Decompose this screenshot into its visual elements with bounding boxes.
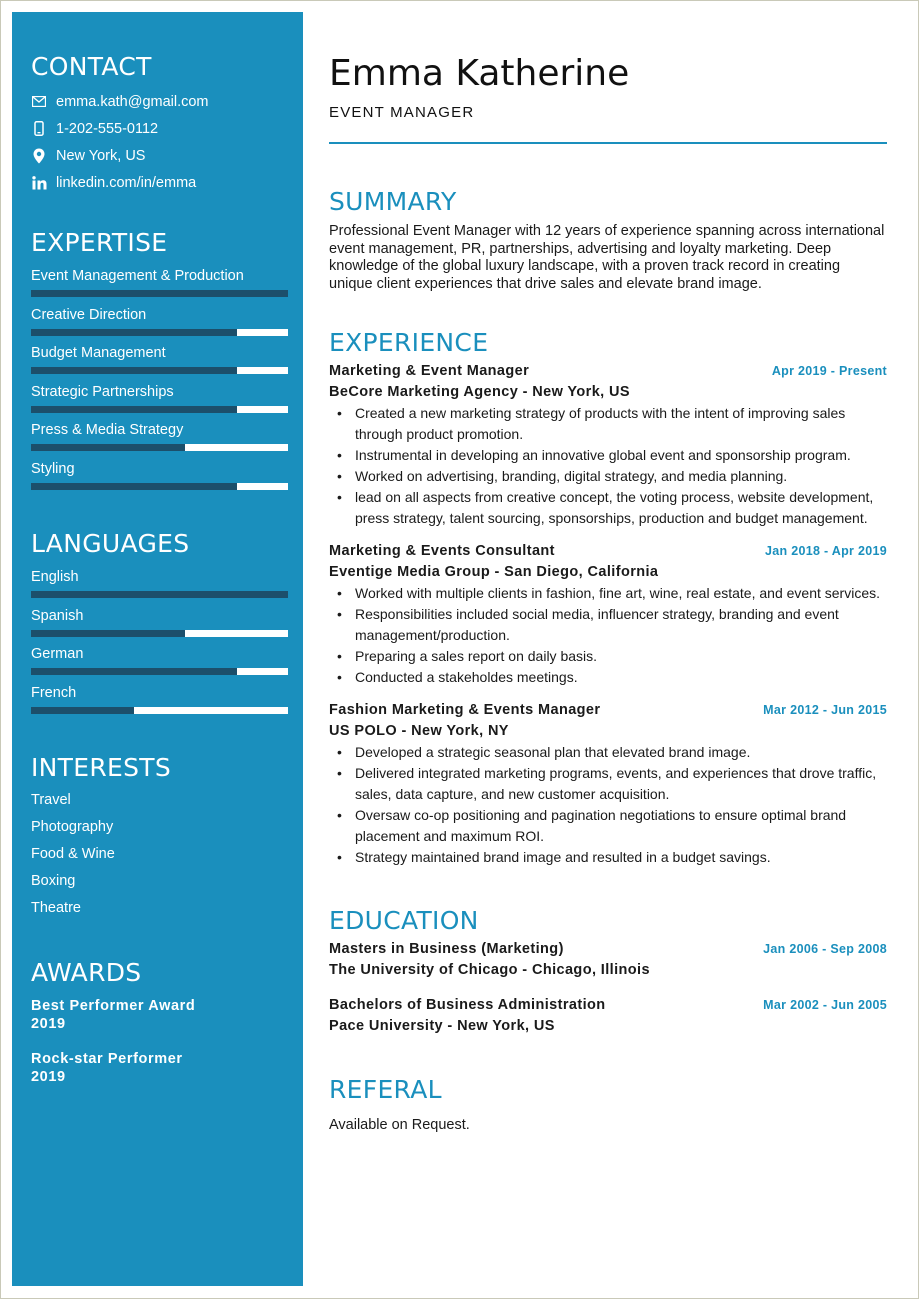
contact-email[interactable] — [31, 88, 288, 115]
skill-bar-fill — [31, 290, 288, 297]
referal-heading: REFERAL — [329, 1075, 442, 1105]
interest-item: Food & Wine — [31, 846, 115, 862]
job-bullets — [329, 583, 887, 688]
linkedin-icon — [31, 175, 47, 191]
bullet-item: • Responsibilities included social media, influencer strategy, branding and event management/production. — [355, 604, 887, 646]
skill-item — [31, 418, 288, 457]
education-heading: EDUCATION — [329, 906, 479, 936]
job-org: BeCore Marketing Agency - New York, US — [329, 384, 630, 401]
language-bar — [31, 591, 288, 598]
contact-linkedin[interactable] — [31, 169, 288, 196]
award-year: 2019 — [31, 1069, 66, 1085]
language-item — [31, 681, 288, 720]
skill-item — [31, 264, 288, 303]
job-date: Apr 2019 - Present — [771, 364, 887, 379]
referal-section — [329, 1075, 887, 1135]
expertise-section — [31, 228, 288, 495]
skill-bar — [31, 367, 288, 374]
header-divider — [329, 142, 887, 144]
interest-item: Boxing — [31, 873, 76, 889]
contact-location — [31, 142, 288, 169]
location-pin-icon — [31, 148, 47, 164]
job-title: EVENT MANAGER — [329, 104, 475, 121]
language-bar-fill — [31, 591, 288, 598]
language-bar — [31, 630, 288, 637]
job-org: US POLO - New York, NY — [329, 723, 509, 740]
skill-bar-fill — [31, 367, 237, 374]
education-degree: Bachelors of Business Administration — [329, 997, 606, 1014]
skill-bar — [31, 329, 288, 336]
award-name: Best Performer Award — [31, 998, 196, 1014]
interest-item: Travel — [31, 792, 71, 808]
skill-bar — [31, 444, 288, 451]
language-bar-fill — [31, 668, 237, 675]
experience-heading: EXPERIENCE — [329, 328, 489, 358]
language-bar — [31, 668, 288, 675]
education-school: The University of Chicago - Chicago, Illinois — [329, 962, 650, 979]
awards-heading: AWARDS — [31, 958, 142, 987]
language-bar-fill — [31, 707, 134, 714]
education-section — [329, 906, 887, 1037]
summary-heading: SUMMARY — [329, 187, 457, 216]
referal-text: Available on Request. — [329, 1117, 470, 1134]
contact-email-text: emma.kath@gmail.com — [56, 93, 209, 110]
skill-label: Styling — [31, 460, 75, 477]
interests-heading: INTERESTS — [31, 753, 172, 782]
bullet-item: • Conducted a stakeholdes meetings. — [355, 667, 887, 688]
skill-bar-fill — [31, 444, 185, 451]
job-date: Jan 2018 - Apr 2019 — [765, 544, 887, 559]
email-icon — [31, 94, 47, 110]
languages-section — [31, 529, 288, 719]
job-role: Marketing & Events Consultant — [329, 543, 555, 560]
language-label: Spanish — [31, 607, 84, 624]
language-bar — [31, 707, 288, 714]
award-name: Rock-star Performer — [31, 1051, 183, 1067]
skill-bar-fill — [31, 406, 237, 413]
bullet-item: • Worked on advertising, branding, digital strategy, and media planning. — [355, 466, 887, 487]
bullet-item: • lead on all aspects from creative concept, the voting process, website development, press strategy, talent sourcing, sponsorships, production and budget management. — [355, 487, 887, 529]
education-entry — [329, 995, 887, 1037]
language-label: French — [31, 684, 77, 701]
language-item — [31, 642, 288, 681]
job-entry — [329, 361, 887, 529]
skill-bar — [31, 483, 288, 490]
skill-label: Strategic Partnerships — [31, 383, 174, 400]
education-school: Pace University - New York, US — [329, 1018, 555, 1035]
expertise-heading: EXPERTISE — [31, 228, 168, 257]
education-date: Jan 2006 - Sep 2008 — [763, 942, 887, 957]
skill-item — [31, 341, 288, 380]
skill-label: Budget Management — [31, 345, 166, 361]
main-content — [329, 50, 887, 1135]
job-entry — [329, 700, 887, 868]
interest-item: Theatre — [31, 900, 81, 916]
language-label: English — [31, 569, 79, 585]
bullet-item: • Delivered integrated marketing programs, events, and experiences that drove traffic, sales, data capture, and new customer acquisition. — [355, 763, 887, 805]
award-year: 2019 — [31, 1016, 66, 1032]
skill-label: Event Management & Production — [31, 268, 244, 284]
awards-section — [31, 958, 288, 1086]
education-entry — [329, 939, 887, 981]
contact-phone-text: 1-202-555-0112 — [56, 120, 159, 137]
contact-phone[interactable] — [31, 115, 288, 142]
interests-section — [31, 753, 288, 922]
contact-section — [31, 52, 288, 196]
skill-bar-fill — [31, 329, 237, 336]
skill-bar-fill — [31, 483, 237, 490]
skill-item — [31, 457, 288, 496]
phone-icon — [31, 121, 47, 137]
job-bullets — [329, 403, 887, 529]
skill-label: Creative Direction — [31, 306, 147, 323]
languages-heading: LANGUAGES — [31, 529, 190, 558]
job-entry — [329, 541, 887, 688]
bullet-item: • Developed a strategic seasonal plan that elevated brand image. — [355, 742, 887, 763]
bullet-item: • Created a new marketing strategy of products with the intent of improving sales through product promotion. — [355, 403, 887, 445]
contact-linkedin-text: linkedin.com/in/emma — [56, 174, 197, 191]
summary-section — [329, 187, 887, 293]
job-bullets — [329, 742, 887, 868]
skill-bar — [31, 290, 288, 297]
award-item — [31, 1050, 288, 1086]
language-label: German — [31, 646, 84, 662]
candidate-name: Emma Katherine — [329, 53, 630, 94]
language-bar-fill — [31, 630, 185, 637]
job-org: Eventige Media Group - San Diego, California — [329, 564, 659, 581]
skill-label: Press & Media Strategy — [31, 422, 184, 438]
skill-item — [31, 380, 288, 419]
skill-item — [31, 303, 288, 342]
contact-location-text: New York, US — [56, 147, 146, 164]
skill-bar — [31, 406, 288, 413]
education-date: Mar 2002 - Jun 2005 — [763, 998, 887, 1013]
bullet-item: • Worked with multiple clients in fashion, fine art, wine, real estate, and event services. — [355, 583, 887, 604]
bullet-item: • Oversaw co-op positioning and pagination negotiations to ensure optimal brand placement and maximum ROI. — [355, 805, 887, 847]
summary-text: Professional Event Manager with 12 years of experience spanning across international event management, PR, partnerships, advertising and loyalty marketing. Deep knowledge of the global luxury landscape, with a proven track record in creating unique client experiences that drive sales and elevate brand image. — [329, 223, 885, 292]
job-role: Fashion Marketing & Events Manager — [329, 702, 601, 719]
job-date: Mar 2012 - Jun 2015 — [763, 703, 887, 718]
bullet-item: • Instrumental in developing an innovative global event and sponsorship program. — [355, 445, 887, 466]
interest-item: Photography — [31, 819, 114, 835]
bullet-item: • Preparing a sales report on daily basis. — [355, 646, 887, 667]
job-role: Marketing & Event Manager — [329, 363, 530, 380]
education-degree: Masters in Business (Marketing) — [329, 941, 564, 958]
contact-heading: CONTACT — [31, 52, 152, 81]
bullet-item: • Strategy maintained brand image and resulted in a budget savings. — [355, 847, 887, 868]
experience-section — [329, 328, 887, 868]
language-item — [31, 604, 288, 643]
award-item — [31, 997, 288, 1033]
sidebar — [12, 12, 303, 1286]
language-item — [31, 565, 288, 604]
